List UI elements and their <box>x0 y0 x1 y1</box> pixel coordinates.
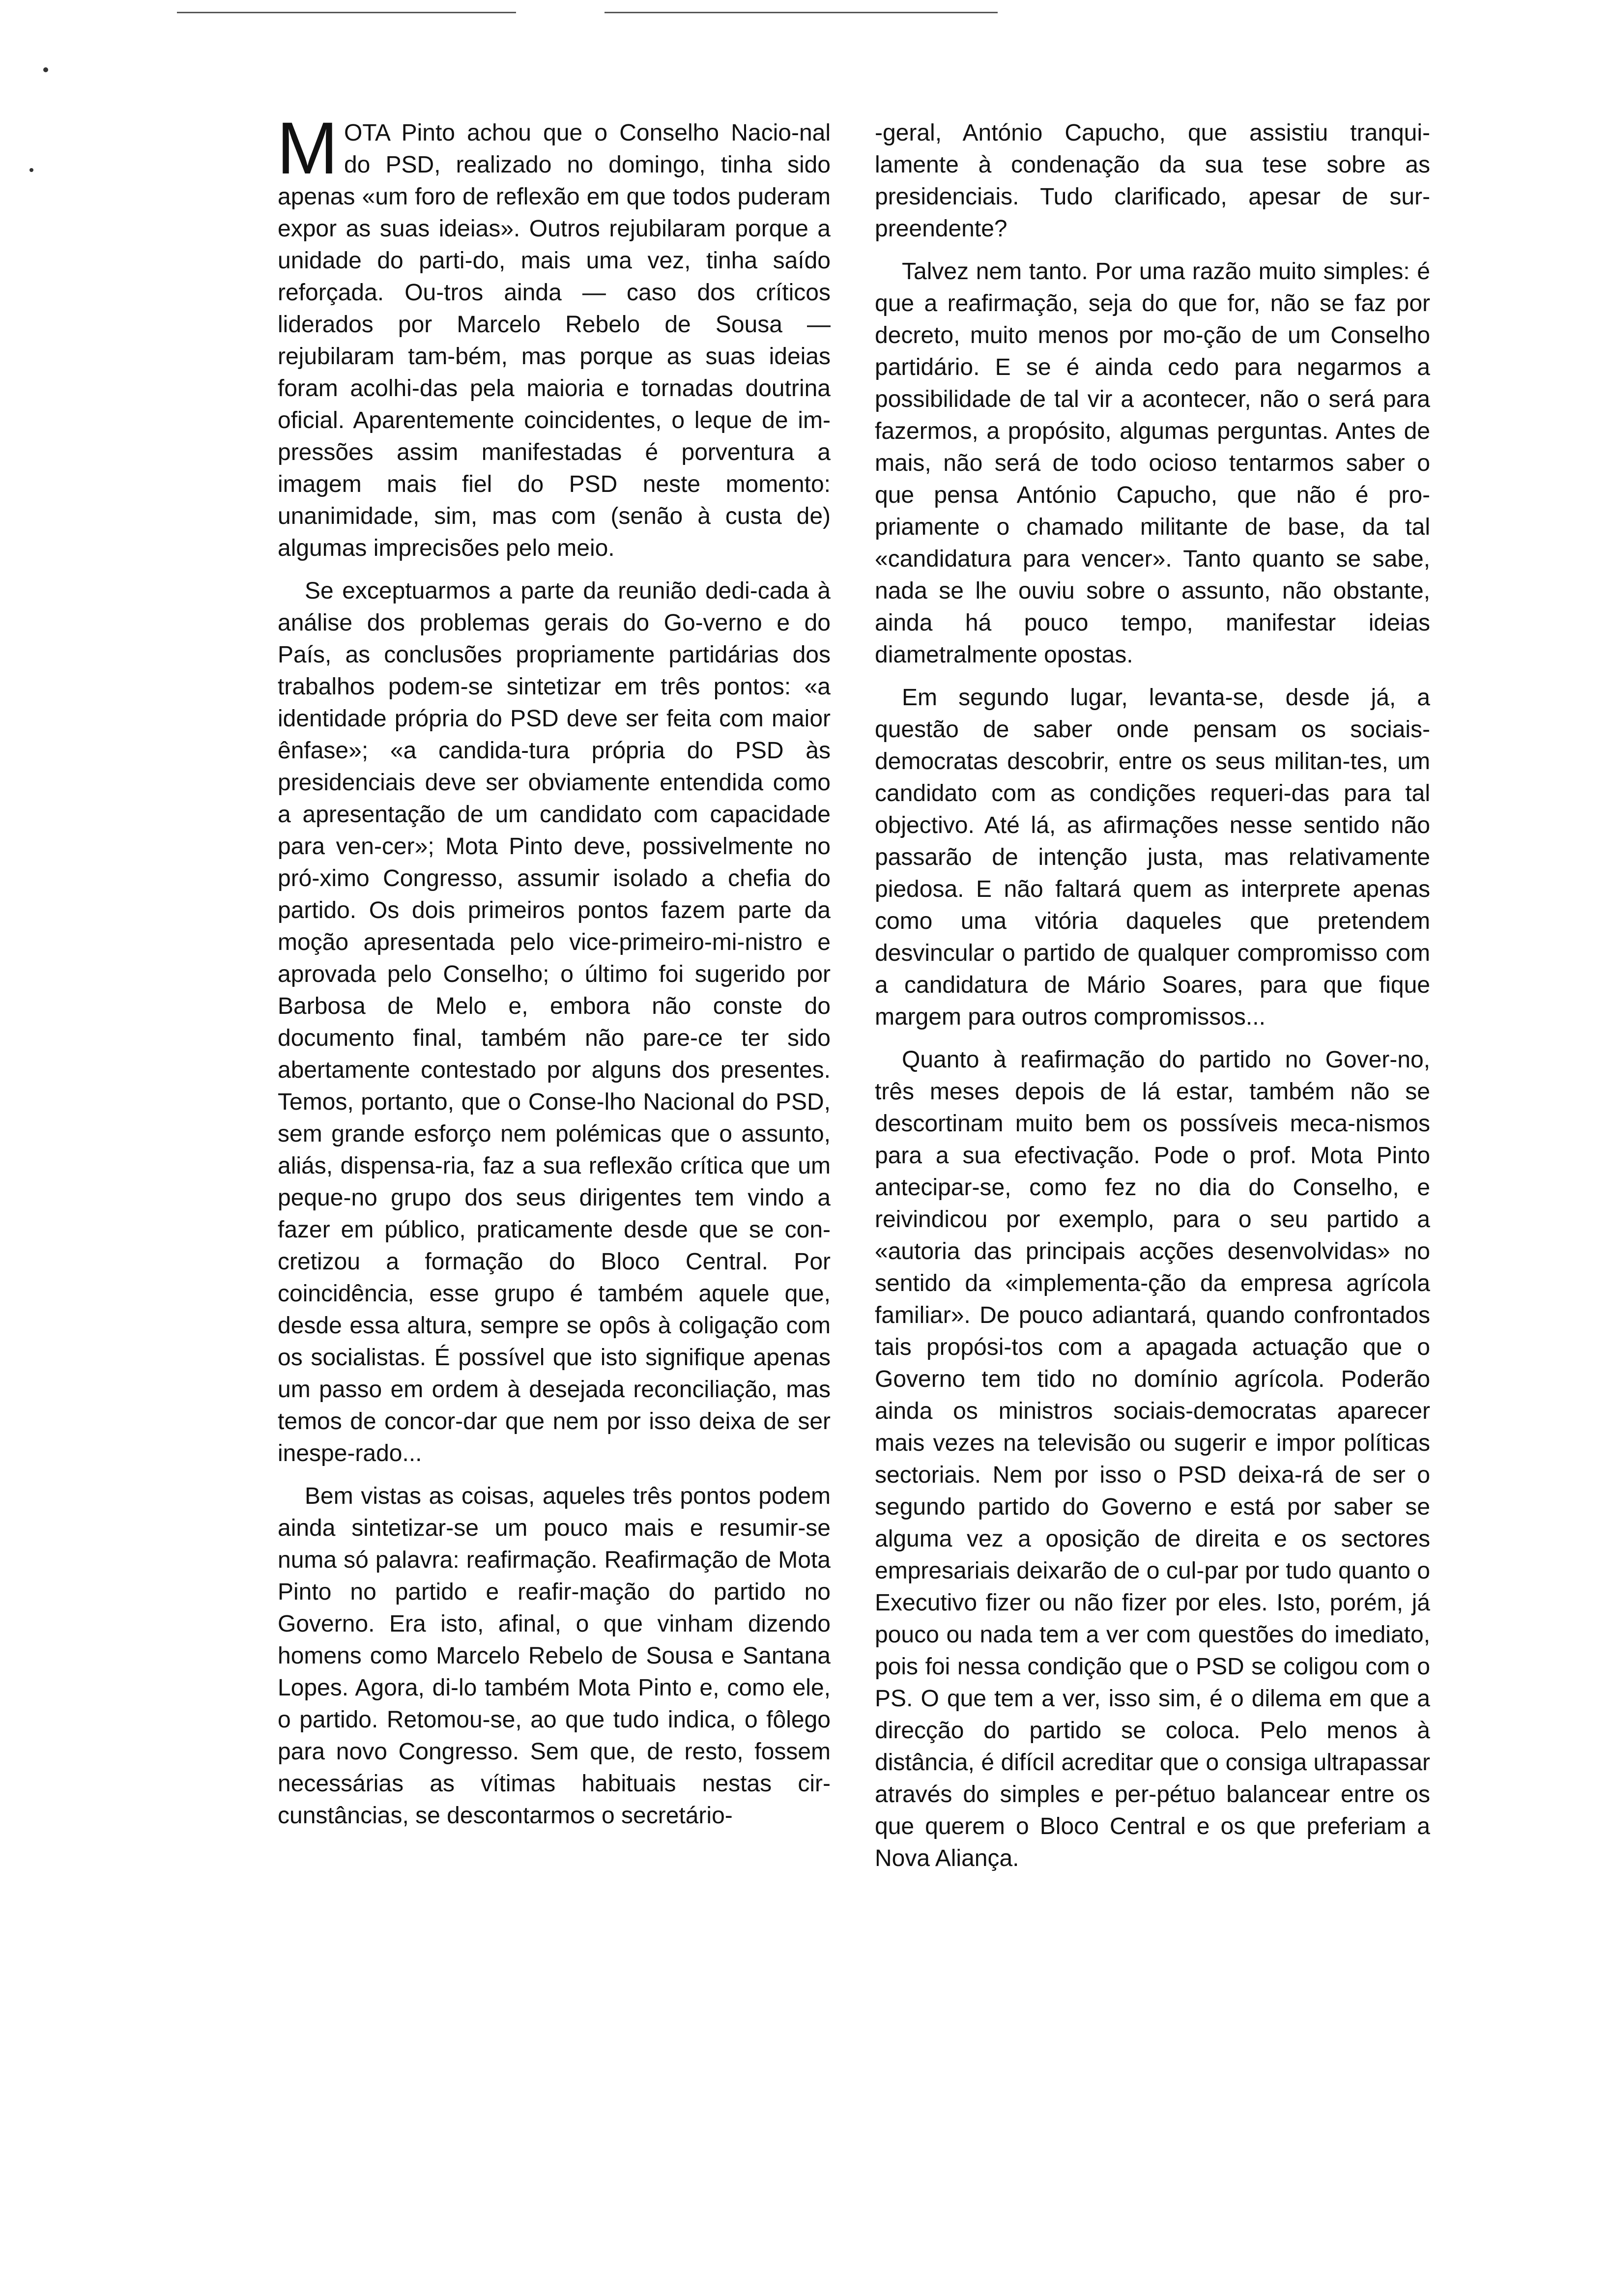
drop-cap: M <box>277 107 338 189</box>
article-column-left <box>277 107 831 1842</box>
article-paragraph: Quanto à reafirmação do partido no Gover-no, três meses depois de lá estar, também não se descortinam muito bem os possíveis meca-nismos para a sua efectivação. Pode o prof. Mota Pinto antecipar-se, como fez no dia do Conselho, e reivindicou por exemplo, para o seu partido a «autoria das principais acções desenvolvidas» no sentido da «implementa-ção da empresa agrícola familiar». De pouco adiantará, quando confrontados tais propósi-tos com a apagada actuação que o Governo tem tido no domínio agrícola. Poderão ainda os ministros sociais-democratas aparecer mais vezes na televisão ou sugerir e impor políticas sectoriais. Nem por isso o PSD deixa-rá de ser o segundo partido do Governo e está por saber se alguma vez a oposição de direita e os sectores empresariais deixarão de o cul-par por tudo quanto o Executivo fizer ou não fizer por eles. Isto, porém, já pouco ou nada tem a ver com questões do imediato, pois foi nessa condição que o PSD se coligou com o PS. O que tem a ver, isso sim, é o dilema em que a direcção do partido se coloca. Pelo menos à distância, é difícil acreditar que o consiga ultrapassar através do simples e per-pétuo balancear entre os que querem o Bloco Central e os que preferiam a Nova Aliança. <box>875 1047 1430 1871</box>
scan-speck <box>43 67 48 72</box>
article-paragraph: Bem vistas as coisas, aqueles três pontos podem ainda sintetizar-se um pouco mais e resumir-se numa só palavra: reafirmação. Reafirmação de Mota Pinto no partido e reafir-mação do partido no Governo. Era isto, afinal, o que vinham dizendo homens como Marcelo Rebelo de Sousa e Santana Lopes. Agora, di-lo também Mota Pinto e, como ele, o partido. Retomou-se, ao que tudo indica, o fôlego para novo Congresso. Sem que, de resto, fossem necessárias as vítimas habituais nestas cir-cunstâncias, se descontarmos o secretário- <box>278 1483 831 1829</box>
article-paragraph: Talvez nem tanto. Por uma razão muito simples: é que a reafirmação, seja do que for, não se faz por decreto, muito menos por mo-ção de um Conselho partidário. E se é ainda cedo para negarmos a possibilidade de tal vir a acontecer, não o será para fazermos, a propósito, algumas perguntas. Antes de mais, não será de todo ocioso tentarmos saber o que pensa António Capucho, que não é pro-priamente o chamado militante de base, da tal «candidatura para vencer». Tanto quanto se sabe, nada se lhe ouviu sobre o assunto, não obstante, ainda há pouco tempo, manifestar ideias diametralmente opostas. <box>875 258 1430 668</box>
article-paragraph: Se exceptuarmos a parte da reunião dedi-cada à análise dos problemas gerais do Go-verno e do País, as conclusões propriamente partidárias dos trabalhos podem-se sintetizar em três pontos: «a identidade própria do PSD deve ser feita com maior ênfase»; «a candida-tura própria do PSD às presidenciais deve ser obviamente entendida como a apresentação de um candidato com capacidade para ven-cer»; Mota Pinto deve, possivelmente no pró-ximo Congresso, assumir isolado a chefia do partido. Os dois primeiros pontos fazem parte da moção apresentada pelo vice-primeiro-mi-nistro e aprovada pelo Conselho; o último foi sugerido por Barbosa de Melo e, embora não conste do documento final, também não pare-ce ter sido abertamente contestado por alguns dos presentes. Temos, portanto, que o Conse-lho Nacional do PSD, sem grande esforço nem polémicas que o assunto, aliás, dispensa-ria, faz a sua reflexão crítica que um peque-no grupo dos seus dirigentes tem vindo a fazer em público, praticamente desde que se con-cretizou a formação do Bloco Central. Por coincidência, esse grupo é também aquele que, desde essa altura, sempre se opôs à coligação com os socialistas. É possível que isto signifique apenas um passo em ordem à desejada reconciliação, mas temos de concor-dar que nem por isso deixa de ser inespe-rado... <box>278 578 831 1466</box>
article-column-right <box>875 117 1430 1885</box>
article-paragraph <box>277 107 831 564</box>
article-paragraph: -geral, António Capucho, que assistiu tranqui-lamente à condenação da sua tese sobre as presidenciais. Tudo clarificado, apesar de sur-preendente? <box>875 120 1430 242</box>
scan-speck <box>29 168 33 172</box>
paragraph-text: OTA Pinto achou que o Conselho Nacio-nal do PSD, realizado no domingo, tinha sido apenas «um foro de reflexão em que todos puderam expor as suas ideias». Outros rejubilaram porque a unidade do parti-do, mais uma vez, tinha saído reforçada. Ou-tros ainda — caso dos críticos liderados por Marcelo Rebelo de Sousa — rejubilaram tam-bém, mas porque as suas ideias foram acolhi-das pela maioria e tornadas doutrina oficial. Aparentemente coincidentes, o leque de im-pressões assim manifestadas é porventura a imagem mais fiel do PSD neste momento: unanimidade, sim, mas com (senão à custa de) algumas imprecisões pelo meio. <box>278 120 831 561</box>
top-rule-right <box>604 12 998 13</box>
article-paragraph: Em segundo lugar, levanta-se, desde já, a questão de saber onde pensam os sociais-democratas descobrir, entre os seus militan-tes, um candidato com as condições requeri-das para tal objectivo. Até lá, as afirmações nesse sentido não passarão de intenção justa, mas relativamente piedosa. E não faltará quem as interprete apenas como uma vitória daqueles que pretendem desvincular o partido de qualquer compromisso com a candidatura de Mário Soares, para que fique margem para outros compromissos... <box>875 685 1430 1030</box>
top-rule-left <box>177 12 516 13</box>
